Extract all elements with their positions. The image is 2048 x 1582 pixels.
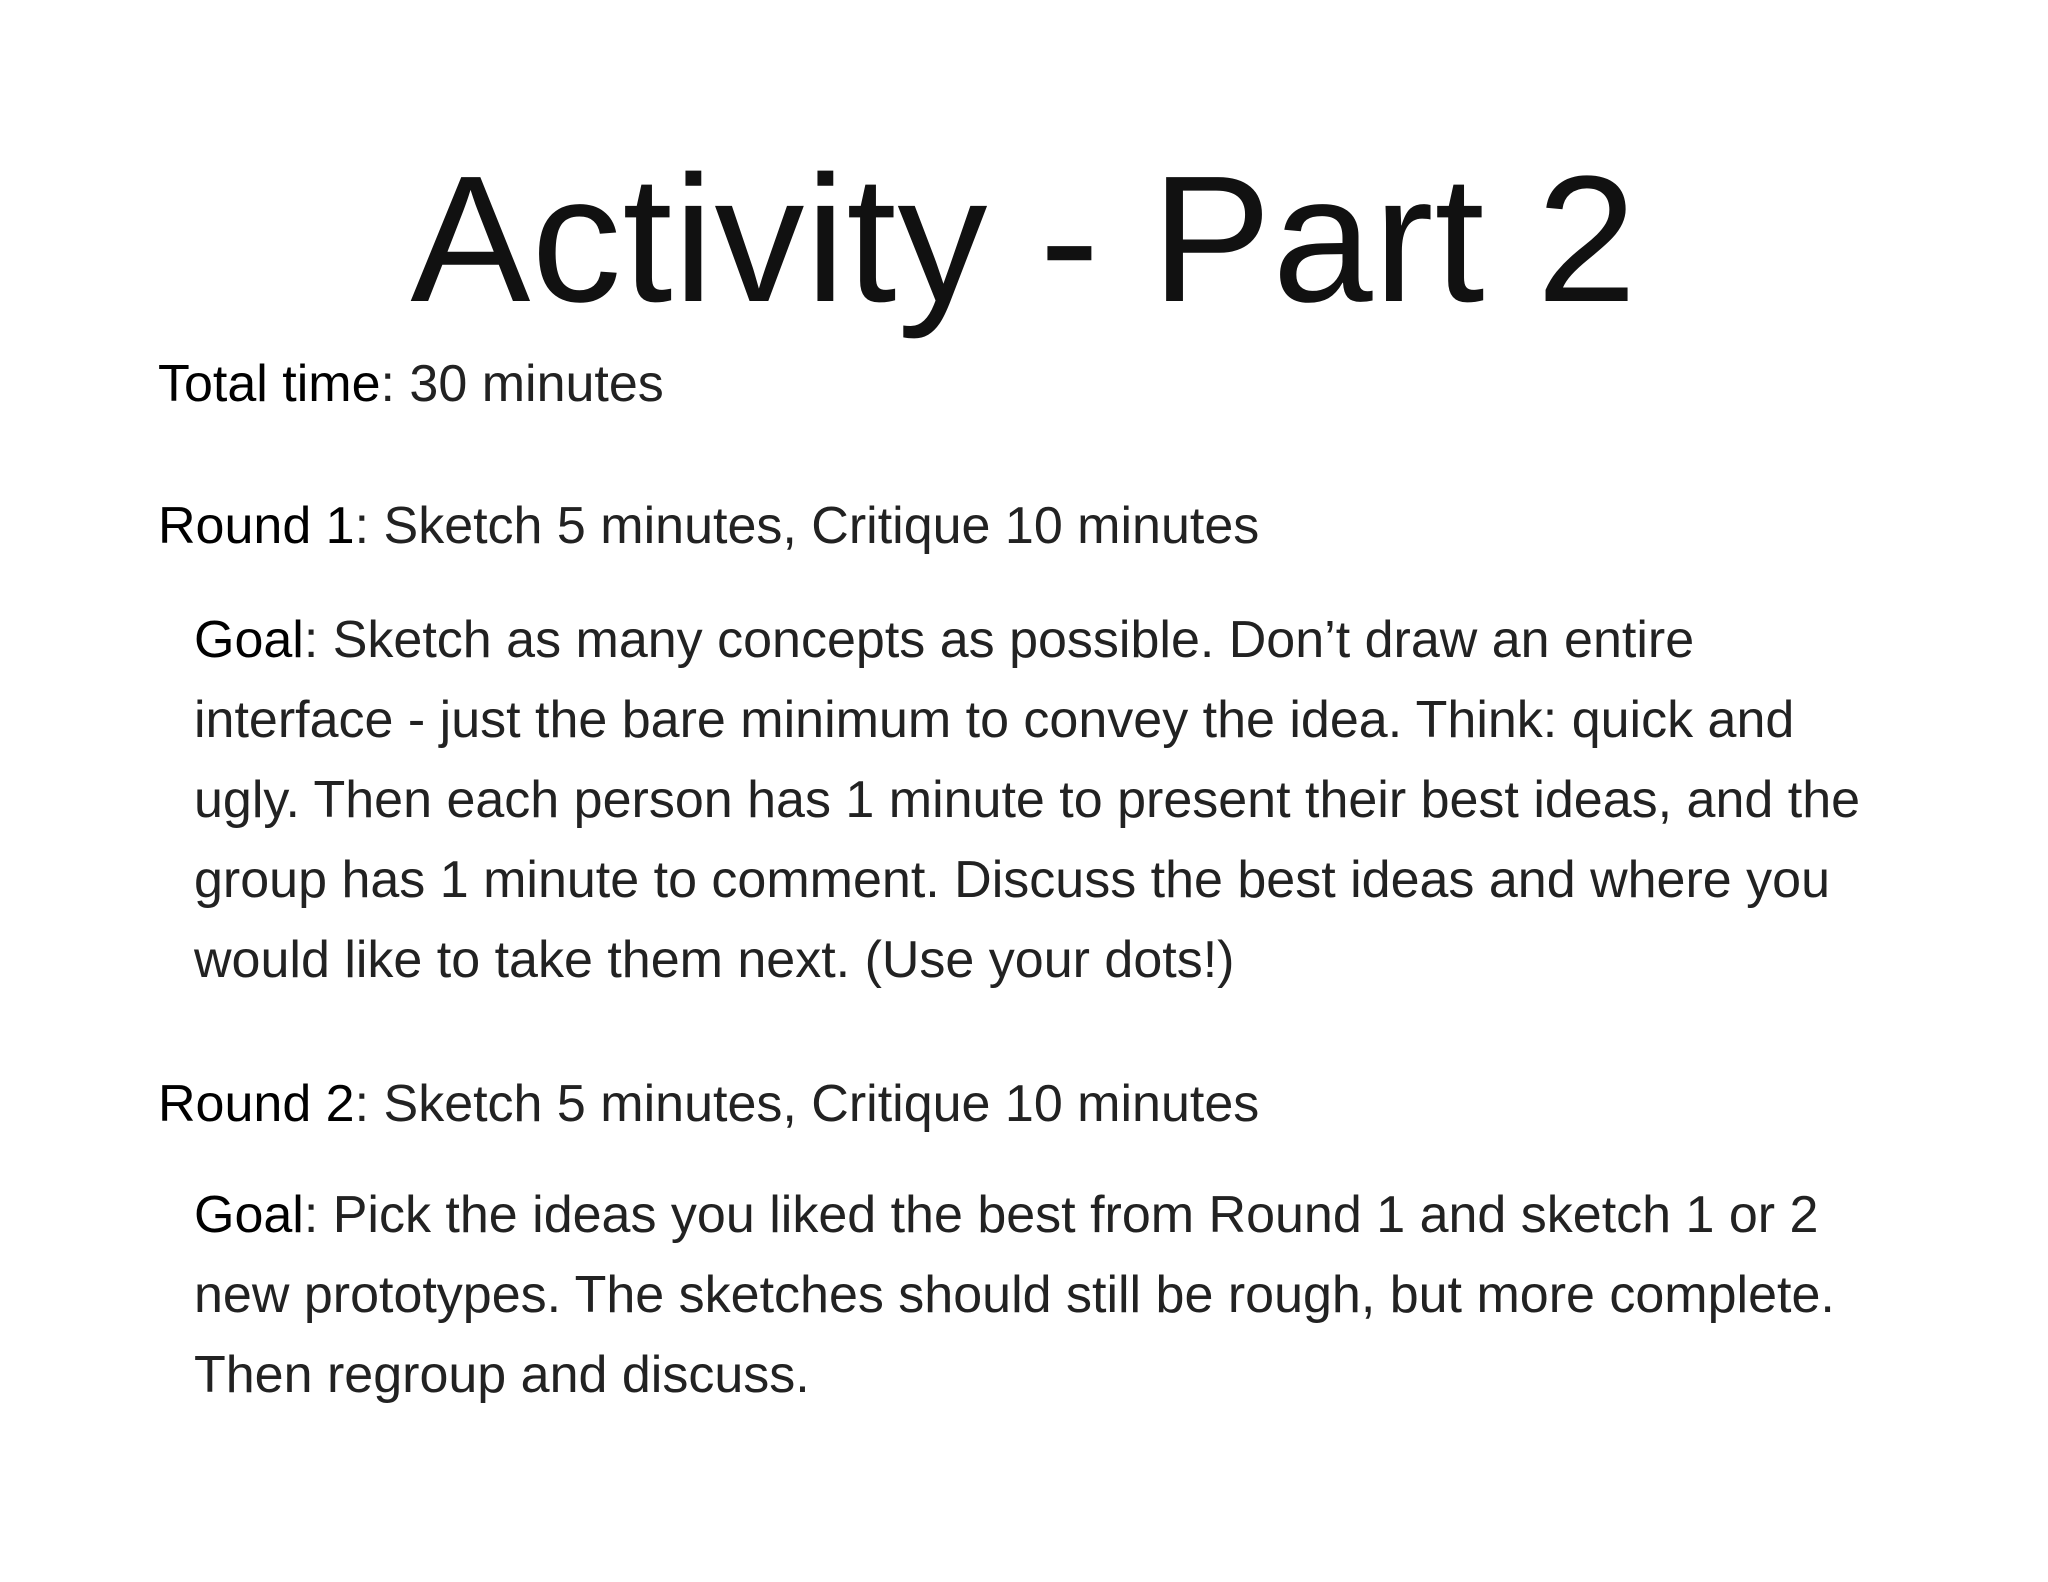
round-2-goal-separator: : <box>303 1186 319 1244</box>
round-2-label: Round 2 <box>158 1075 355 1133</box>
total-time-line <box>158 355 664 415</box>
round-1-goal-separator: : <box>303 611 319 669</box>
round-2-goal-label: Goal <box>194 1186 304 1244</box>
total-time-separator: : <box>380 355 395 413</box>
round-1-summary: Sketch 5 minutes, Critique 10 minutes <box>369 497 1260 555</box>
round-1-label: Round 1 <box>158 497 355 555</box>
total-time-label: Total time <box>158 355 381 413</box>
total-time-value: 30 minutes <box>394 355 664 413</box>
round-2-goal-text: Pick the ideas you liked the best from Round 1 and sketch 1 or 2 new prototypes. The sketches should still be rough, but more complete. Then regroup and discuss. <box>194 1186 1835 1404</box>
round-1-separator: : <box>354 497 370 555</box>
round-2-line <box>158 1075 1259 1135</box>
round-2-summary: Sketch 5 minutes, Critique 10 minutes <box>369 1075 1260 1133</box>
round-1-line <box>158 497 1259 557</box>
round-2-goal <box>194 1175 1894 1415</box>
round-1-goal-text: Sketch as many concepts as possible. Don’t draw an entire interface - just the bare minimum to convey the idea. Think: quick and ugly. Then each person has 1 minute to present their best ideas, and the group has 1 minute to comment. Discuss the best ideas and where you would like to take them next. (Use your dots!) <box>194 611 1861 989</box>
round-1-goal-label: Goal <box>194 611 304 669</box>
round-2-separator: : <box>354 1075 370 1133</box>
round-1-goal <box>194 600 1894 1000</box>
slide-title: Activity - Part 2 <box>410 139 1638 340</box>
